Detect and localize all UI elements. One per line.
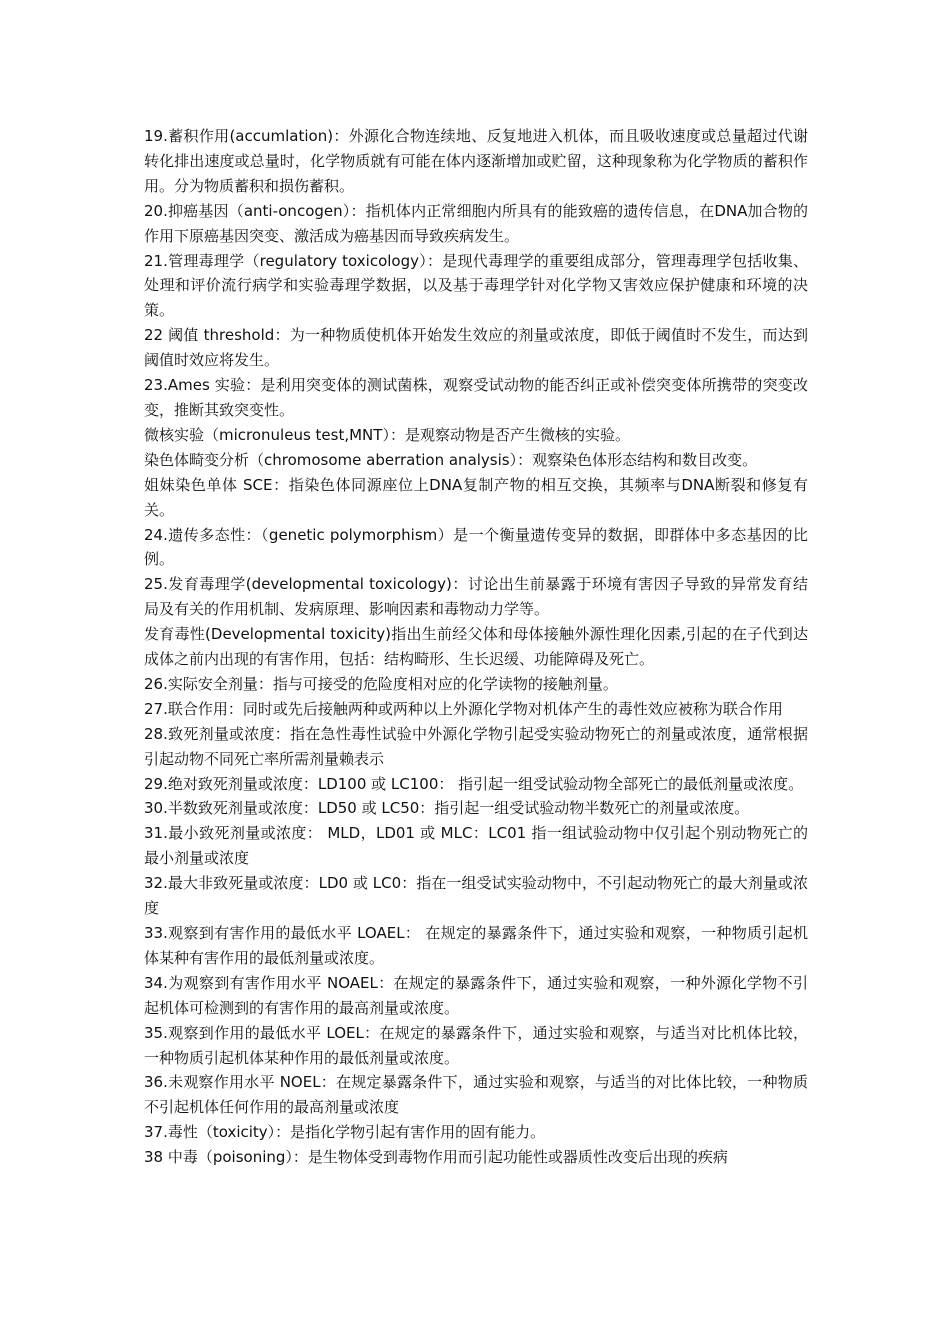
paragraph-developmental-toxicity: 发育毒性(Developmental toxicity)指出生前经父体和母体接触外源性理化因素,引起的在子代到达成体之前内出现的有害作用，包括：结构畸形、生长迟缓、功能障碍及死亡。 (144, 625, 808, 669)
paragraph-20-anti-oncogen: 20.抑癌基因（anti-oncogen）：指机体内正常细胞内所具有的能致癌的遗传信息，在DNA加合物的作用下原癌基因突变、激活成为癌基因而导致疾病发生。 (144, 201, 808, 245)
paragraph-sister-chromatid-exchange: 姐妹染色单体 SCE：指染色体同源座位上DNA复制产物的相互交换，其频率与DNA断裂和修复有关。 (144, 475, 808, 519)
paragraph-23-ames-test: 23.Ames 实验：是利用突变体的测试菌株，观察受试动物的能否纠正或补偿突变体所携带的突变改变，推断其致突变性。 (144, 376, 808, 419)
paragraph-19-accumulation: 19.蓄积作用(accumlation)：外源化合物连续地、反复地进入机体，而且吸收速度或总量超过代谢转化排出速度或总量时，化学物质就有可能在体内逐渐增加或贮留，这种现象称为化学物质的蓄积作用。分为物质蓄积和损伤蓄积。 (144, 127, 808, 195)
paragraph-25-developmental-toxicology: 25.发育毒理学(developmental toxicology)：讨论出生前暴露于环境有害因子导致的异常发育结局及有关的作用机制、发病原理、影响因素和毒物动力学等。 (144, 575, 808, 619)
paragraph-29-absolute-lethal-dose: 29.绝对致死剂量或浓度：LD100 或 LC100： 指引起一组受试验动物全部死亡的最低剂量或浓度。 (144, 774, 804, 793)
paragraph-21-regulatory-toxicology: 21.管理毒理学（regulatory toxicology）：是现代毒理学的重要组成部分，管理毒理学包括收集、处理和评价流行病学和实验毒理学数据，以及基于毒理学针对化学物又害效应保护健康和环境的决策。 (144, 251, 808, 320)
paragraph-24-genetic-polymorphism: 24.遗传多态性：（genetic polymorphism）是一个衡量遗传变异的数据，即群体中多态基因的比例。 (144, 525, 808, 569)
paragraph-37-toxicity: 37.毒性（toxicity）：是指化学物引起有害作用的固有能力。 (144, 1123, 546, 1142)
paragraph-36-noel: 36.未观察作用水平 NOEL：在规定暴露条件下，通过实验和观察，与适当的对比体比较，一种物质不引起机体任何作用的最高剂量或浓度 (144, 1073, 808, 1117)
paragraph-34-noael: 34.为观察到有害作用水平 NOAEL：在规定的暴露条件下，通过实验和观察，一种外源化学物不引起机体可检测到的有害作用的最高剂量或浓度。 (144, 973, 808, 1017)
paragraph-33-loael: 33.观察到有害作用的最低水平 LOAEL： 在规定的暴露条件下，通过实验和观察，一种物质引起机体某种有害作用的最低剂量或浓度。 (144, 924, 808, 967)
paragraph-28-lethal-dose: 28.致死剂量或浓度：指在急性毒性试验中外源化学物引起受实验动物死亡的剂量或浓度，通常根据引起动物不同死亡率所需剂量赖表示 (144, 724, 808, 768)
document-body (144, 124, 808, 1170)
paragraph-chromosome-aberration: 染色体畸变分析（chromosome aberration analysis）：观察染色体形态结构和数目改变。 (144, 450, 758, 469)
paragraph-31-minimal-lethal-dose: 31.最小致死剂量或浓度： MLD，LD01 或 MLC：LC01 指一组试验动物中仅引起个别动物死亡的最小剂量或浓度 (144, 824, 808, 868)
paragraph-35-loel: 35.观察到作用的最低水平 LOEL：在规定的暴露条件下，通过实验和观察，与适当对比机体比较，一种物质引起机体某种作用的最低剂量或浓度。 (144, 1023, 808, 1067)
paragraph-26-virtually-safe-dose: 26.实际安全剂量：指与可接受的危险度相对应的化学读物的接触剂量。 (144, 674, 618, 693)
paragraph-30-median-lethal-dose: 30.半数致死剂量或浓度：LD50 或 LC50：指引起一组受试验动物半数死亡的剂量或浓度。 (144, 799, 750, 818)
paragraph-27-joint-action: 27.联合作用：同时或先后接触两种或两种以上外源化学物对机体产生的毒性效应被称为联合作用 (144, 699, 783, 718)
paragraph-22-threshold: 22 阈值 threshold：为一种物质使机体开始发生效应的剂量或浓度，即低于阈值时不发生，而达到阈值时效应将发生。 (144, 326, 808, 370)
paragraph-micronucleus-test: 微核实验（micronuleus test,MNT）：是观察动物是否产生微核的实验。 (144, 425, 630, 444)
paragraph-38-poisoning: 38 中毒（poisoning）：是生物体受到毒物作用而引起功能性或器质性改变后出现的疾病 (144, 1148, 728, 1167)
paragraph-32-maximal-nonlethal-dose: 32.最大非致死量或浓度：LD0 或 LC0：指在一组受试实验动物中，不引起动物死亡的最大剂量或浓度 (144, 874, 808, 918)
